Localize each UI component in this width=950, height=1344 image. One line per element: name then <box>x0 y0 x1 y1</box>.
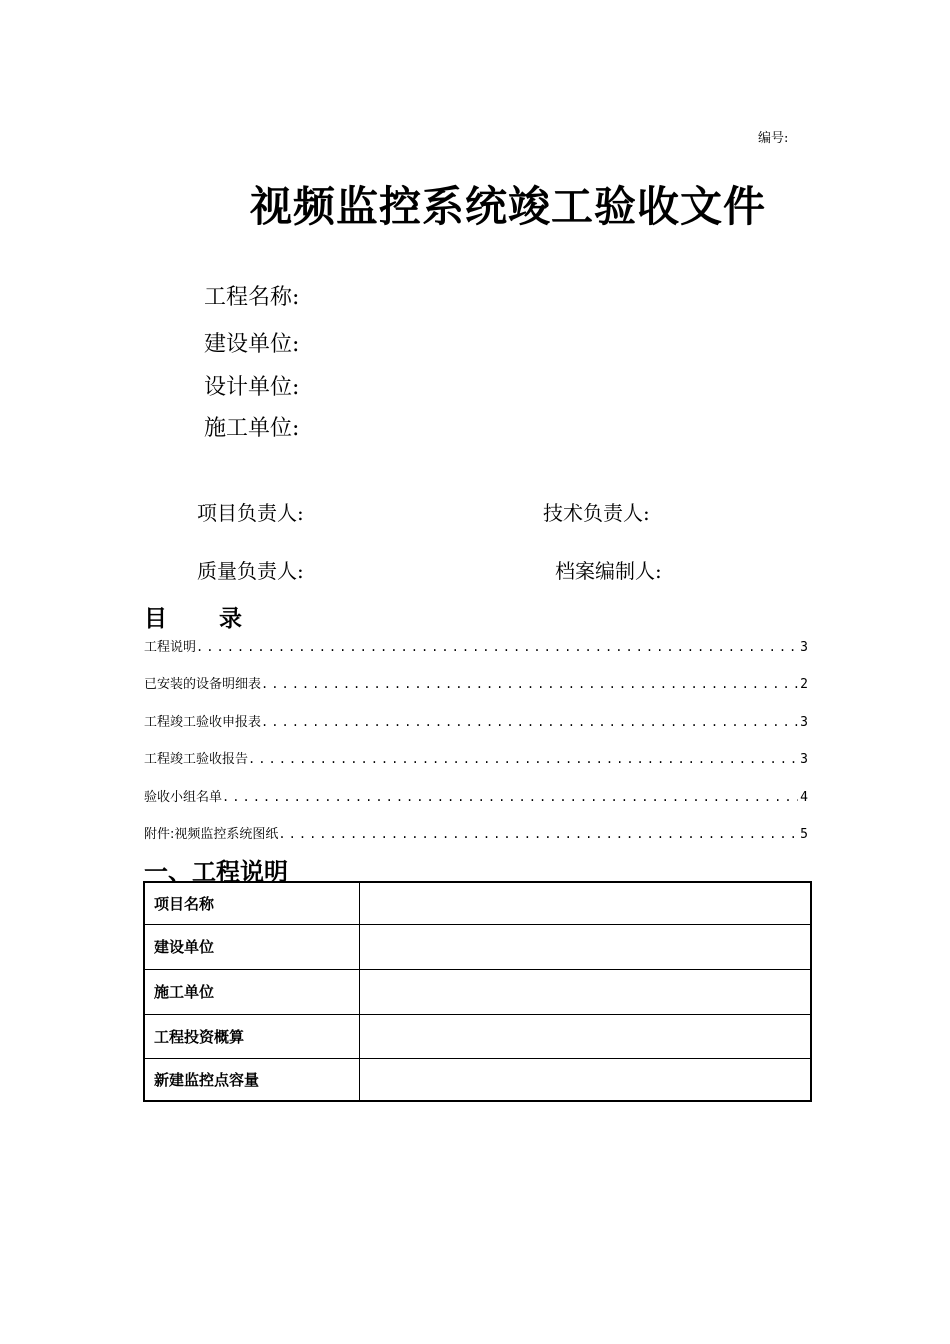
document-number-label: 编号: <box>758 131 789 146</box>
table-row-value[interactable] <box>360 1014 812 1058</box>
table-row-label: 新建监控点容量 <box>144 1058 360 1101</box>
toc-heading-left: 目 <box>144 606 167 632</box>
table-row <box>144 969 811 1014</box>
quality-lead-label: 质量负责人: <box>197 559 304 583</box>
toc-item-page: 3 <box>800 752 808 768</box>
section-heading-project-description: 一、工程说明 <box>144 858 288 886</box>
toc-item[interactable] <box>144 748 808 785</box>
tech-lead-label: 技术负责人: <box>543 501 650 525</box>
toc-item-label: 验收小组名单 <box>144 789 223 805</box>
toc-item-page: 3 <box>800 714 808 730</box>
toc-leader-dots <box>222 790 798 804</box>
table-row-label: 项目名称 <box>144 882 360 924</box>
table-row-value[interactable] <box>360 1058 812 1101</box>
table-row <box>144 924 811 969</box>
toc-item[interactable] <box>144 673 808 710</box>
toc-item[interactable] <box>144 711 808 748</box>
toc-list <box>144 636 808 860</box>
toc-item-label: 工程竣工验收申报表 <box>144 714 262 730</box>
project-info-table <box>143 881 812 1102</box>
project-lead-label: 项目负责人: <box>197 501 304 525</box>
toc-item-page: 4 <box>800 789 808 805</box>
toc-leader-dots <box>261 677 798 691</box>
toc-heading-right: 录 <box>219 606 242 632</box>
table-row-label: 施工单位 <box>144 969 360 1014</box>
toc-item-page: 3 <box>800 640 808 655</box>
toc-item-page: 2 <box>800 677 808 693</box>
toc-item-label: 附件:视频监控系统图纸 <box>144 826 279 842</box>
toc-leader-dots <box>248 752 798 766</box>
design-unit-label: 设计单位: <box>204 375 300 400</box>
toc-item-label: 工程竣工验收报告 <box>144 752 249 768</box>
construction-unit-label: 建设单位: <box>204 332 300 357</box>
table-row <box>144 1014 811 1058</box>
toc-item[interactable] <box>144 786 808 823</box>
table-row <box>144 882 811 924</box>
table-row-value[interactable] <box>360 882 812 924</box>
toc-item-label: 工程说明 <box>144 640 197 655</box>
toc-leader-dots <box>278 827 798 841</box>
toc-leader-dots <box>261 715 798 729</box>
document-title: 视频监控系统竣工验收文件 <box>250 182 767 231</box>
archive-editor-label: 档案编制人: <box>555 559 662 583</box>
table-row-label: 建设单位 <box>144 924 360 969</box>
toc-heading <box>144 600 242 633</box>
toc-item[interactable] <box>144 636 808 673</box>
toc-item-page: 5 <box>800 826 808 842</box>
project-name-label: 工程名称: <box>204 285 300 310</box>
table-row-label: 工程投资概算 <box>144 1014 360 1058</box>
toc-item-label: 已安装的设备明细表 <box>144 677 262 693</box>
toc-leader-dots <box>196 640 798 654</box>
table-row-value[interactable] <box>360 924 812 969</box>
table-row <box>144 1058 811 1101</box>
builder-unit-label: 施工单位: <box>204 416 300 441</box>
table-row-value[interactable] <box>360 969 812 1014</box>
